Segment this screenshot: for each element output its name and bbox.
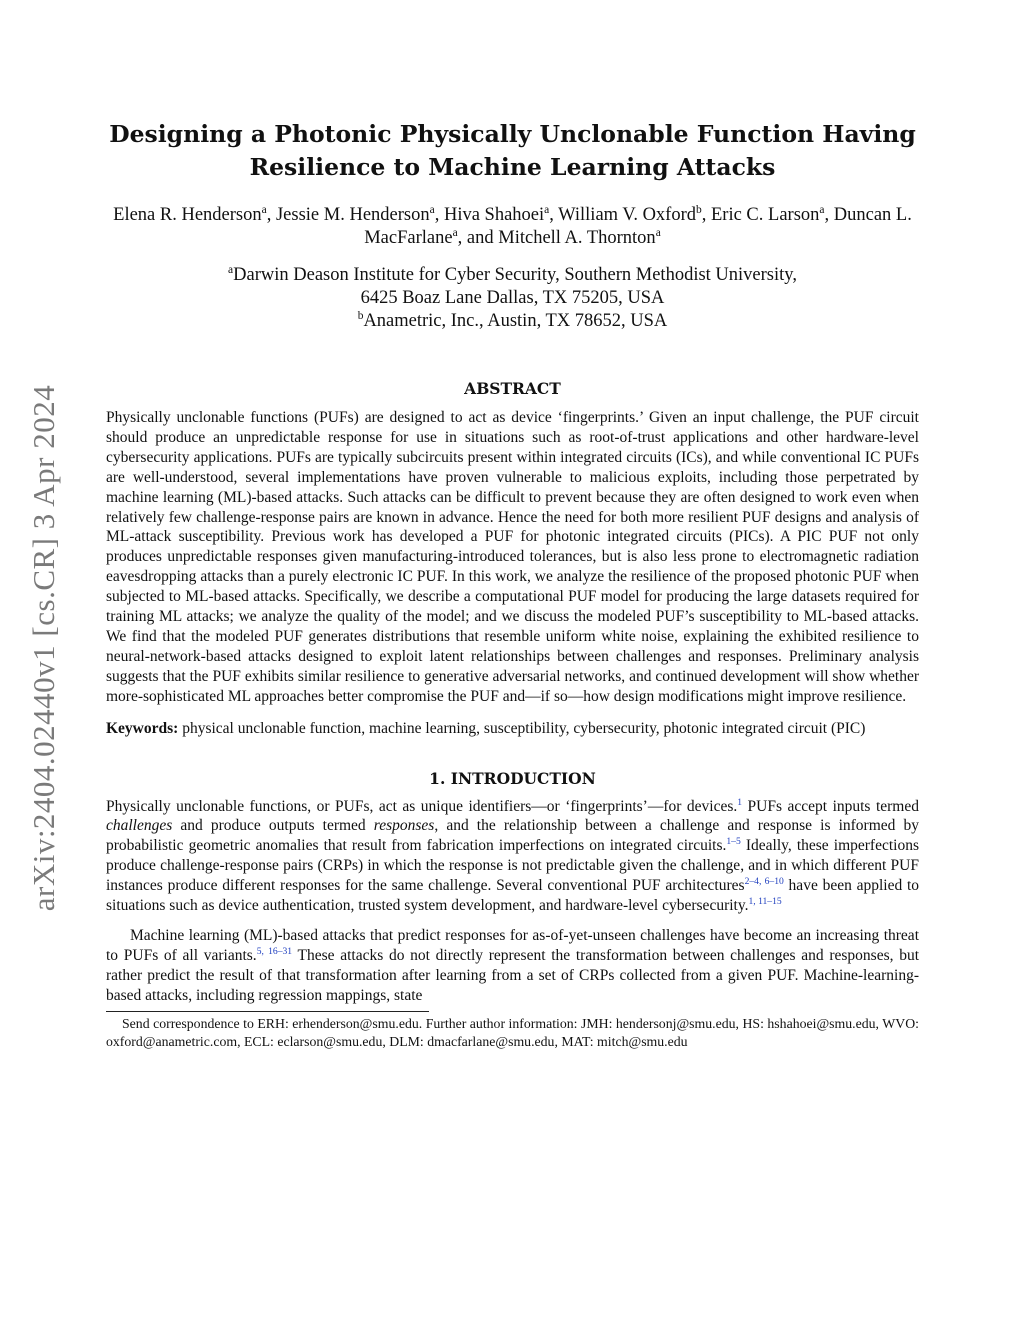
citation-link[interactable]: 5, 16–31 xyxy=(256,945,293,957)
paper-title xyxy=(106,118,919,184)
affiliations xyxy=(106,264,919,333)
author-4: Eric C. Larson$^a$, xyxy=(711,203,834,225)
keywords-text: physical unclonable function, machine learning, susceptibility, cybersecurity, photonic integrated circuit (PIC) xyxy=(178,719,866,737)
arxiv-sidebar xyxy=(18,360,70,935)
abstract-text: Physically unclonable functions (PUFs) are designed to act as device ‘fingerprints.’ Given an input challenge, the PUF circuit should produce an unpredictable response for use in situations such as root-of-trust applications and other hardware-level cybersecurity applications. PUFs are typically subcircuits present within integrated circuits (ICs), and while conventional IC PUFs are well-understood, several implementations have proven vulnerable to malicious exploits, including those perpetrated by machine learning (ML)-based attacks. Such attacks can be difficult to prevent because they are often designed to work even when relatively few challenge-response pairs are known in advance. Hence the need for both more resilient PUF designs and analysis of ML-attack susceptibility. Previous work has developed a PUF for photonic integrated circuits (PICs). A PIC PUF not only produces unpredictable responses given manufacturing-introduced tolerances, but is also less prone to electromagnetic radiation eavesdropping attacks than a purely electronic IC PUF. In this work, we analyze the resilience of the proposed photonic PUF when subjected to ML-based attacks. Specifically, we describe a computational PUF model for producing the large datasets required for training ML attacks; we analyze the quality of the model; and we discuss the modeled PUF’s susceptibility to ML-based attacks. We find that the modeled PUF generates distributions that resemble uniform white noise, explaining the exhibited resilience to neural-network-based attacks designed to exploit latent relationships between challenges and responses. Preliminary analysis suggests that the PUF exhibits similar resilience to generative adversarial networks, and continued development will show whether more-sophisticated ML approaches better compromise the PUF and—if so—how design modifications might improve resilience. xyxy=(106,409,919,705)
affiliation-a-address: 6425 Boaz Lane Dallas, TX 75205, USA xyxy=(360,288,665,308)
intro-paragraph-1: Physically unclonable functions, or PUFs, act as unique identifiers—or ‘fingerprints’—for devices.$^1$ PUFs accept inputs termed challenges and produce outputs termed responses, and the relationship between a challenge and response is informed by probabilistic geometric anomalies that result from fabrication imperfections on integrated circuits.$^{1-5}$ Ideally, these imperfections produce challenge-response pairs (CRPs) in which the response is not predictable given the challenge, and in which different PUF instances produce different responses for the same challenge. Several conventional PUF architectures$^{2-4, 6-10}$ have been applied to situations such as device authentication, trusted system development, and hardware-level cybersecurity.$^{1, 11-15}$ xyxy=(106,796,919,915)
citation-link[interactable]: 1–5 xyxy=(726,836,741,848)
author-6: Mitchell A. Thornton$^a$ xyxy=(498,226,661,248)
keywords-label: Keywords: xyxy=(106,719,179,737)
author-0: Elena R. Henderson$^a$, xyxy=(113,203,276,225)
affiliation-b: $^b$Anametric, Inc., Austin, TX 78652, USA xyxy=(357,309,668,331)
citation-link[interactable]: 1, 11–15 xyxy=(748,895,782,907)
title-line-1: Designing a Photonic Physically Unclonable Function Having xyxy=(109,120,916,148)
author-list xyxy=(106,204,919,250)
footnote-divider xyxy=(106,1011,429,1012)
correspondence-footnote: Send correspondence to ERH: erhenderson@smu.edu. Further author information: JMH: hendersonj@smu.edu, HS: hshahoei@smu.edu, WVO: oxford@anametric.com, ECL: eclarson@smu.edu, DLM: dmacfarlane@smu.edu, MAT: mitch@smu.edu xyxy=(106,1015,919,1050)
author-2: Hiva Shahoei$^a$, xyxy=(443,203,559,225)
abstract-heading: ABSTRACT xyxy=(464,379,561,398)
citation-link[interactable]: 2–4, 6–10 xyxy=(744,875,784,887)
introduction-heading: 1. INTRODUCTION xyxy=(429,768,596,788)
arxiv-identifier[interactable]: arXiv:2404.02440v1 [cs.CR] 3 Apr 2024 xyxy=(26,384,61,911)
citation-link[interactable]: 1 xyxy=(737,796,743,808)
intro-paragraph-2: Machine learning (ML)-based attacks that predict responses for as-of-yet-unseen challenges have become an increasing threat to PUFs of all variants.$^{5, 16-31}$ These attacks do not directly represent the transformation between challenges and responses, but rather predict the result of that transformation after learning from a set of CRPs collected from a given PUF. Machine-learning-based attacks, including regression mappings, state xyxy=(106,926,920,1004)
author-3: William V. Oxford$^b$, xyxy=(558,203,711,225)
author-5: Duncan L. MacFarlane$^a$, and xyxy=(364,205,912,248)
title-line-2: Resilience to Machine Learning Attacks xyxy=(249,153,776,181)
paper-page xyxy=(106,118,919,1052)
keywords xyxy=(106,719,919,739)
affiliation-a: $^a$Darwin Deason Institute for Cyber Security, Southern Methodist University, xyxy=(228,263,797,285)
author-1: Jessie M. Henderson$^a$, xyxy=(275,203,444,225)
